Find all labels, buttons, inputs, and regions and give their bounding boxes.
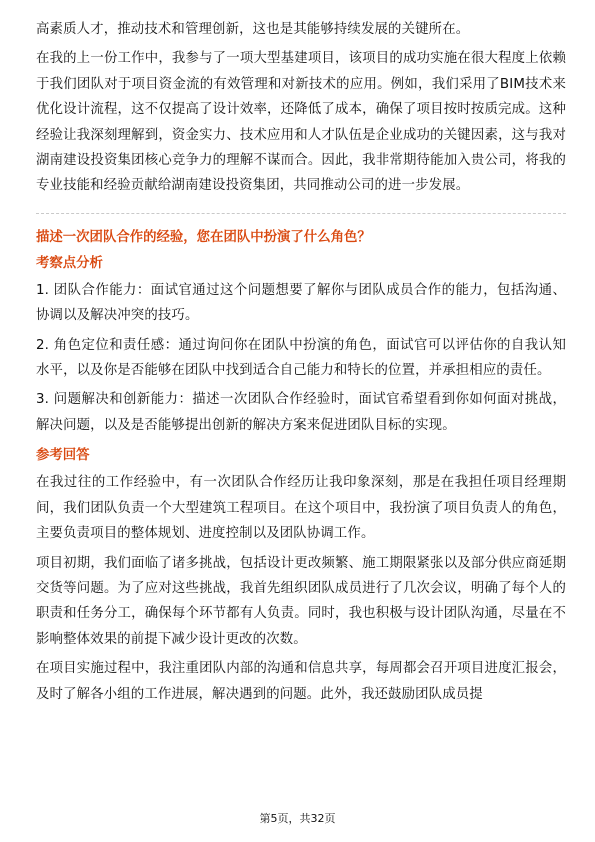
analysis-item: 1. 团队合作能力：面试官通过这个问题想要了解你与团队成员合作的能力，包括沟通、协调以及解决冲突的技巧。 — [36, 282, 566, 324]
analysis-heading: 考察点分析 — [36, 255, 103, 271]
answer-paragraph: 在项目实施过程中，我注重团队内部的沟通和信息共享，每周都会召开项目进度汇报会，及时了解各小组的工作进展，解决遇到的问题。此外，我还鼓励团队成员提 — [36, 661, 566, 702]
answer-paragraph: 在我过往的工作经验中，有一次团队合作经历让我印象深刻，那是在我担任项目经理期间，我们团队负责一个大型建筑工程项目。在这个项目中，我扮演了项目负责人的角色，主要负责项目的整体规划、进度控制以及团队协调工作。 — [36, 475, 566, 542]
answer-heading: 参考回答 — [36, 448, 90, 464]
intro-paragraph: 高素质人才，推动技术和管理创新，这也是其能够持续发展的关键所在。 — [36, 22, 470, 37]
question-title: 描述一次团队合作的经验，您在团队中扮演了什么角色？ — [36, 229, 371, 245]
analysis-item: 2. 角色定位和责任感：通过询问你在团队中扮演的角色，面试官可以评估你的自我认知水平，以及你是否能够在团队中找到适合自己能力和特长的位置，并承担相应的责任。 — [36, 337, 566, 379]
analysis-item: 3. 问题解决和创新能力：描述一次团队合作经验时，面试官希望看到你如何面对挑战，解决问题，以及是否能够提出创新的解决方案来促进团队目标的实现。 — [36, 392, 566, 433]
page-content — [36, 17, 566, 711]
answer-paragraph: 项目初期，我们面临了诸多挑战，包括设计更改频繁、施工期限紧张以及部分供应商延期交货等问题。为了应对这些挑战，我首先组织团队成员进行了几次会议，明确了每个人的职责和任务分工，确保每个环节都有人负责。同时，我也积极与设计团队沟通，尽量在不影响整体效果的前提下减少设计更改的次数。 — [36, 555, 566, 647]
page-number-footer: 第5页，共32页 — [259, 812, 336, 825]
intro-paragraph: 在我的上一份工作中，我参与了一项大型基建项目，该项目的成功实施在很大程度上依赖于我们团队对于项目资金流的有效管理和对新技术的应用。例如，我们采用了BIM技术来优化设计流程，这不仅提高了设计效率，还降低了成本，确保了项目按时按质完成。这种经验让我深刻理解到，资金实力、技术应用和人才队伍是企业成功的关键因素，这与我对湖南建设投资集团核心竞争力的理解不谋而合。因此，我非常期待能加入贵公司，将我的专业技能和经验贡献给湖南建设投资集团，共同推动公司的进一步发展。 — [36, 51, 566, 194]
section-divider — [36, 213, 566, 214]
